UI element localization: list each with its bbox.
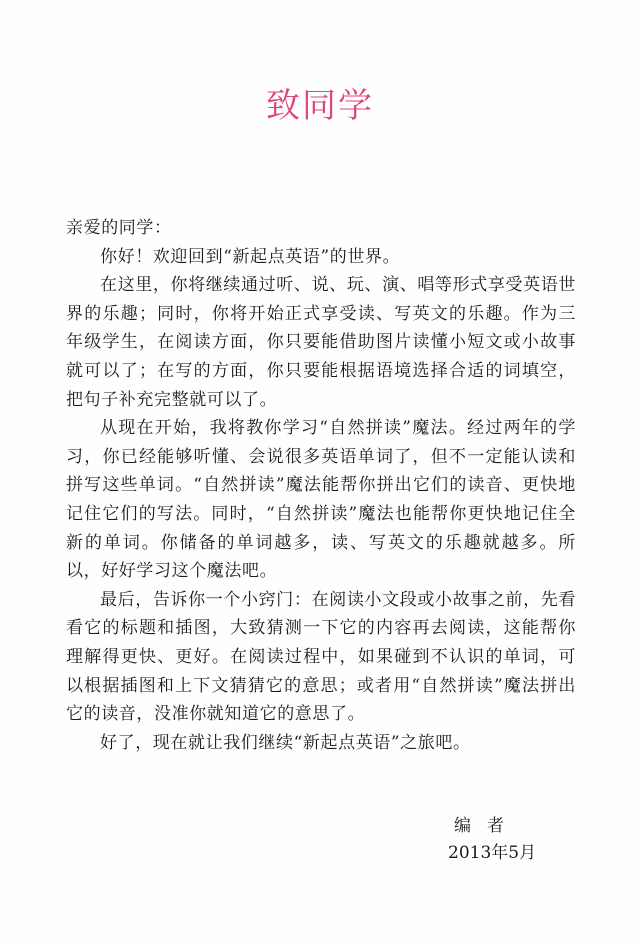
paragraph-intro: 在这里，你将继续通过听、说、玩、演、唱等形式享受英语世界的乐趣；同时，你将开始正式享受读、写英文的乐趣。作为三年级学生，在阅读方面，你只要能借助图片读懂小短文或小故事就可以了；在写的方面，你只要能根据语境选择合适的词填空，把句子补充完整就可以了。 [66,275,576,410]
letter-body [66,214,576,757]
paragraph-closing: 好了，现在就让我们继续“新起点英语”之旅吧。 [100,732,471,753]
paragraph-phonics: 从现在开始，我将教你学习“自然拼读”魔法。经过两年的学习，你已经能够听懂、会说很多英语单词了，但不一定能认读和拼写这些单词。“自然拼读”魔法能帮你拼出它们的读音、更快地记住它们的写法。同时，“自然拼读”魔法也能帮你更快地记住全新的单词。你储备的单词越多，读、写英文的乐趣就越多。所以，好好学习这个魔法吧。 [66,418,576,582]
signature-date: 2013年5月 [448,843,537,863]
paragraph-tips: 最后，告诉你一个小窍门：在阅读小文段或小故事之前，先看看它的标题和插图，大致猜测一下它的内容再去阅读，这能帮你理解得更快、更好。在阅读过程中，如果碰到不认识的单词，可以根据插图和上下文猜猜它的意思；或者用“自然拼读”魔法拼出它的读音，没准你就知道它的意思了。 [66,589,576,725]
salutation: 亲爱的同学： [66,218,172,238]
paragraph-greeting: 你好！欢迎回到“新起点英语”的世界。 [100,246,401,267]
signature-block [448,813,558,867]
signature-author: 编者 [454,816,520,836]
page-title: 致同学 [266,86,374,126]
